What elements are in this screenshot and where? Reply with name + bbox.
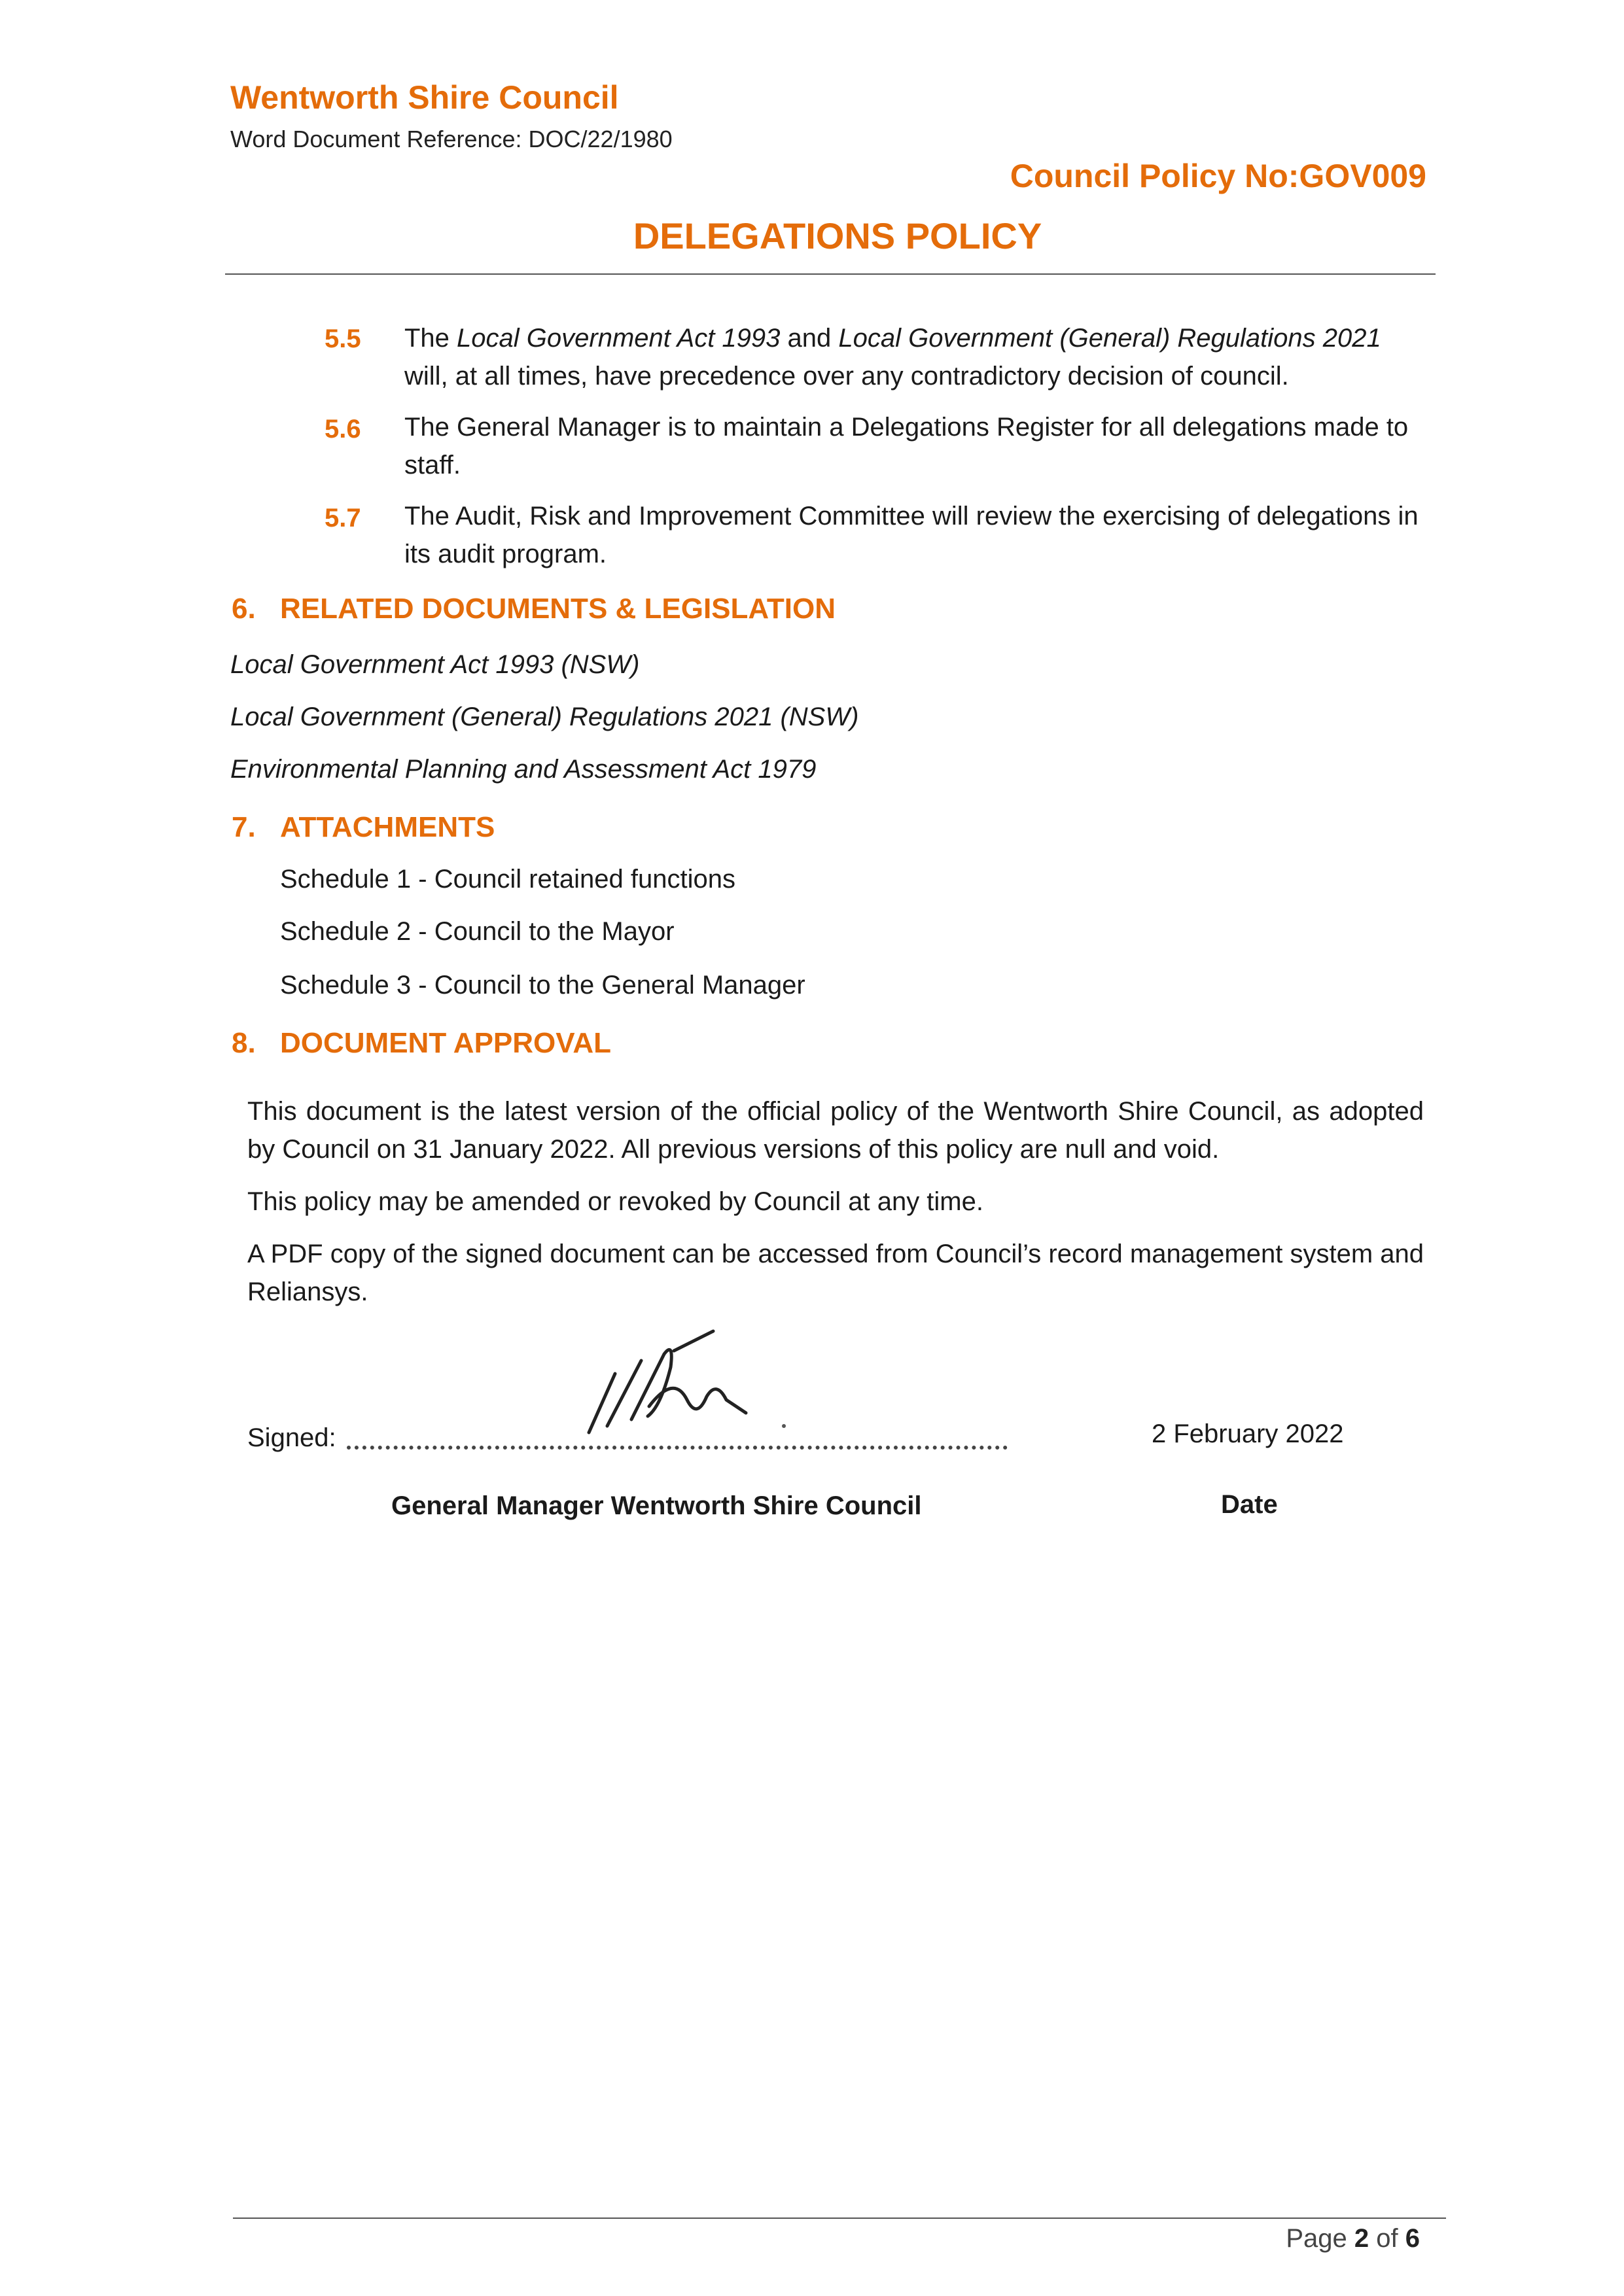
section-heading: ATTACHMENTS	[280, 811, 495, 843]
organization-name: Wentworth Shire Council	[230, 79, 619, 116]
header-divider	[225, 273, 1436, 275]
legislation-item: Local Government Act 1993 (NSW)	[230, 650, 640, 679]
date-caption: Date	[1221, 1490, 1278, 1519]
page-number: Page 2 of 6	[1286, 2224, 1420, 2253]
section-heading: RELATED DOCUMENTS & LEGISLATION	[280, 593, 836, 625]
signed-date: 2 February 2022	[1152, 1419, 1344, 1448]
approval-paragraph: This policy may be amended or revoked by Council at any time.	[247, 1187, 983, 1216]
policy-number: Council Policy No:GOV009	[1010, 158, 1426, 194]
clause-text: The Audit, Risk and Improvement Committee will review the exercising of delegations in its audit program.	[404, 502, 1419, 568]
section-number: 8.	[232, 1027, 256, 1059]
approval-paragraph: This document is the latest version of the official policy of the Wentworth Shire Council, as adopted by Council on 31 January 2022. All previous versions of this policy are null and void.	[247, 1097, 1424, 1164]
section-number: 7.	[232, 811, 256, 843]
signatory-caption: General Manager Wentworth Shire Council	[391, 1491, 922, 1520]
clause-number: 5.5	[325, 324, 361, 353]
signature-line	[347, 1436, 1008, 1450]
attachment-item: Schedule 2 - Council to the Mayor	[280, 917, 675, 946]
section-heading: DOCUMENT APPROVAL	[280, 1027, 611, 1059]
handwritten-signature	[576, 1328, 792, 1439]
legislation-item: Environmental Planning and Assessment Act 1979	[230, 755, 817, 784]
clause-text: The General Manager is to maintain a Delegations Register for all delegations made to staff.	[404, 413, 1409, 479]
clause-number: 5.6	[325, 415, 361, 444]
attachment-item: Schedule 3 - Council to the General Manager	[280, 971, 805, 1000]
footer-divider	[233, 2218, 1446, 2219]
clause-text: The Local Government Act 1993 and Local Government (General) Regulations 2021 will, at all times, have precedence over any contradictory decision of council.	[404, 324, 1381, 391]
attachment-item: Schedule 1 - Council retained functions	[280, 865, 735, 894]
signed-label: Signed:	[247, 1423, 336, 1452]
approval-paragraph: A PDF copy of the signed document can be accessed from Council’s record management system and Reliansys.	[247, 1240, 1424, 1306]
policy-title: DELEGATIONS POLICY	[633, 215, 1042, 256]
document-reference: Word Document Reference: DOC/22/1980	[230, 126, 673, 152]
section-number: 6.	[232, 593, 256, 625]
clause-number: 5.7	[325, 504, 361, 532]
legislation-item: Local Government (General) Regulations 2021 (NSW)	[230, 703, 859, 731]
